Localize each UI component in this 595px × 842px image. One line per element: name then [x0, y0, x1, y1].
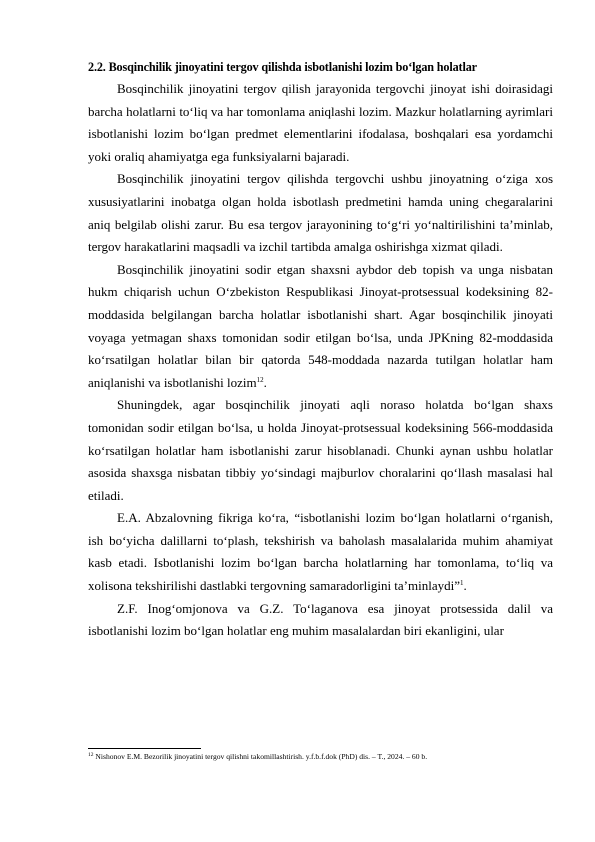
footnote-reference: 1	[460, 579, 464, 588]
paragraph-3	[88, 259, 553, 395]
paragraph-text: Z.F. Inog‘omjonova va G.Z. To‘laganova esa jinoyat protsessida dalil va isbotlanishi lozim bo‘lgan holatlar eng muhim masalalardan biri ekanligini, ular	[88, 600, 553, 639]
section-heading: 2.2. Bosqinchilik jinoyatini tergov qilishda isbotlanishi lozim bo‘lgan holatlar	[88, 60, 477, 74]
footnote-divider	[88, 748, 201, 749]
footnote-reference: 12	[256, 375, 264, 384]
paragraph-text: Bosqinchilik jinoyatini tergov qilishda tergovchi ushbu jinoyatning o‘ziga xos xususiyatlarini inobatga olgan holda isbotlash predmetini hamda uning chegaralarini aniq belgilab olishi zarur. Bu esa tergov jarayonining to‘g‘ri yo‘naltirilishini ta’minlab, tergov harakatlarini maqsadli va izchil tartibda amalga oshirishga xizmat qiladi.	[88, 171, 553, 255]
paragraph-1	[88, 78, 553, 168]
paragraph-4	[88, 394, 553, 507]
paragraph-end: .	[463, 578, 467, 594]
paragraph-2	[88, 168, 553, 258]
paragraph-text: Bosqinchilik jinoyatini sodir etgan shaxsni aybdor deb topish va unga nisbatan hukm chiqarish uchun O‘zbekiston Respublikasi Jinoyat-protsessual kodeksining 82-moddasida belgilangan barcha holatlar isbotlanishi shart. Agar bosqinchilik jinoyati voyaga yetmagan shaxs tomonidan sodir etilgan bo‘lsa, unda JPKning 82-moddasida ko‘rsatilgan holatlar bilan bir qatorda 548-moddada nazarda tutilgan holatlar ham aniqlanishi va isbotlanishi lozim	[88, 261, 553, 390]
paragraph-text: Bosqinchilik jinoyatini tergov qilish jarayonida tergovchi jinoyat ishi doirasidagi barcha holatlarni to‘liq va har tomonlama aniqlashi lozim. Mazkur holatlarning ayrimlari isbotlanishi lozim bo‘lgan predmet elementlarini ifodalasa, boshqalari esa yordamchi yoki oraliq ahamiyatga ega funksiyalarni bajaradi.	[88, 81, 553, 164]
paragraph-text: E.A. Abzalovning fikriga ko‘ra, “isbotlanishi lozim bo‘lgan holatlarni o‘rganish, ish bo‘yicha dalillarni to‘plash, tekshirish va baholash masalalarida muhim ahamiyat kasb etadi. Isbotlanishi lozim bo‘lgan barcha holatlarning har tomonlama, to‘liq va xolisona tekshirilishi dastlabki tergovning samaradorligini ta’minlaydi”	[88, 510, 553, 594]
paragraph-6	[88, 598, 553, 643]
paragraph-text: Shuningdek, agar bosqinchilik jinoyati aqli noraso holatda bo‘lgan shaxs tomonidan sodir etilgan bo‘lsa, u holda Jinoyat-protsessual kodeksining 566-moddasida ko‘rsatilgan holatlar ham isbotlanishi zarur hisoblanadi. Chunki aynan ushbu holatlar asosida shaxsga nisbatan tibbiy yo‘sindagi majburlov choralarini qo‘llash masalasi hal etiladi.	[88, 397, 553, 503]
footnote-text: Nishonov E.M. Bezorilik jinoyatini tergov qilishni takomillashtirish. y.f.b.f.dok (PhD) dis. – T., 2024. – 60 b.	[93, 752, 428, 761]
paragraph-end: .	[263, 374, 267, 390]
footnote-number: 12	[88, 752, 94, 758]
paragraph-5	[88, 507, 553, 597]
body-text	[88, 78, 553, 643]
footnote	[88, 752, 558, 761]
